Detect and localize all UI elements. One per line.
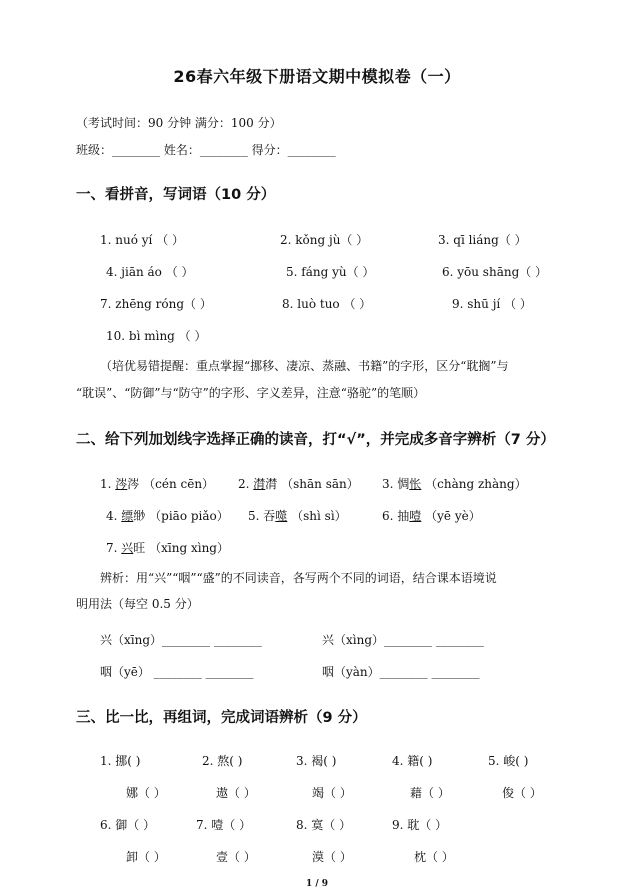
reading-item: 3. 惆怅 （chàng zhàng）	[382, 477, 527, 491]
pinyin-item: 3. qī liáng（ ）	[438, 233, 527, 247]
word-item: 2. 熬( )	[202, 754, 243, 768]
pinyin-item: 1. nuó yí （ ）	[100, 233, 185, 247]
reading-item: 5. 吞噬 （shì sì）	[248, 509, 347, 523]
word-item: 竭（ ）	[312, 786, 352, 800]
word-item: 藉（ ）	[410, 786, 450, 800]
student-info: 班级：________ 姓名：________ 得分：________	[76, 143, 336, 157]
tip-line: “耽误”、“防御”与“防守”的字形、字义差异，注意“骆驼”的笔顺）	[76, 386, 426, 400]
page-title: 26春六年级下册语文期中模拟卷（一）	[173, 67, 461, 86]
answer-blank: 兴（xìng）________ ________	[322, 633, 484, 647]
word-item: 遨（ ）	[216, 786, 256, 800]
section-heading-2: 二、给下列加划线字选择正确的读音，打“√”，并完成多音字辨析（7 分）	[76, 432, 555, 448]
pinyin-item: 7. zhēng róng（ ）	[100, 297, 212, 311]
word-item: 1. 挪( )	[100, 754, 141, 768]
word-item: 3. 褐( )	[296, 754, 337, 768]
reading-item: 1. 涔涔 （cén cēn）	[100, 477, 215, 491]
reading-item: 2. 潸潸 （shān sān）	[238, 477, 359, 491]
word-item: 7. 噎（ ）	[196, 818, 252, 832]
answer-blank: 兴（xīng）________ ________	[100, 633, 262, 647]
section-heading-3: 三、比一比，再组词，完成词语辨析（9 分）	[76, 710, 367, 726]
word-item: 6. 御（ ）	[100, 818, 156, 832]
section-heading-1: 一、看拼音，写词语（10 分）	[76, 187, 276, 203]
pinyin-item: 6. yōu shāng（ ）	[442, 265, 548, 279]
word-item: 9. 耽（ ）	[392, 818, 448, 832]
word-item: 卸（ ）	[126, 850, 166, 864]
word-item: 漠（ ）	[312, 850, 352, 864]
tip-line: （培优易错提醒：重点掌握“挪移、凄凉、蒸融、书籍”的字形，区分“耽搁”与	[100, 359, 509, 373]
word-item: 8. 寞（ ）	[296, 818, 352, 832]
exam-info: （考试时间：90 分钟 满分：100 分）	[76, 116, 282, 130]
page-number: 1 / 9	[305, 879, 329, 889]
reading-item: 7. 兴旺 （xīng xìng）	[106, 541, 229, 555]
reading-item: 4. 缥缈 （piāo piǎo）	[106, 509, 229, 523]
pinyin-item: 9. shū jí （ ）	[452, 297, 532, 311]
analysis-line: 辨析：用“兴”“咽”“盛”的不同读音，各写两个不同的词语，结合课本语境说	[100, 571, 497, 585]
pinyin-item: 10. bì mìng （ ）	[106, 329, 207, 343]
reading-item: 6. 抽噎 （yē yè）	[382, 509, 481, 523]
word-item: 壹（ ）	[216, 850, 256, 864]
answer-blank: 咽（yē） ________ ________	[100, 665, 254, 679]
pinyin-item: 4. jiān áo （ ）	[106, 265, 194, 279]
pinyin-item: 8. luò tuo （ ）	[282, 297, 372, 311]
pinyin-item: 2. kǒng jù（ ）	[280, 233, 369, 247]
word-item: 4. 籍( )	[392, 754, 433, 768]
word-item: 枕（ ）	[414, 850, 454, 864]
word-item: 5. 峻( )	[488, 754, 529, 768]
pinyin-item: 5. fáng yù（ ）	[286, 265, 375, 279]
analysis-line: 明用法（每空 0.5 分）	[76, 597, 199, 611]
word-item: 俊（ ）	[502, 786, 542, 800]
answer-blank: 咽（yàn）________ ________	[322, 665, 480, 679]
word-item: 娜（ ）	[126, 786, 166, 800]
